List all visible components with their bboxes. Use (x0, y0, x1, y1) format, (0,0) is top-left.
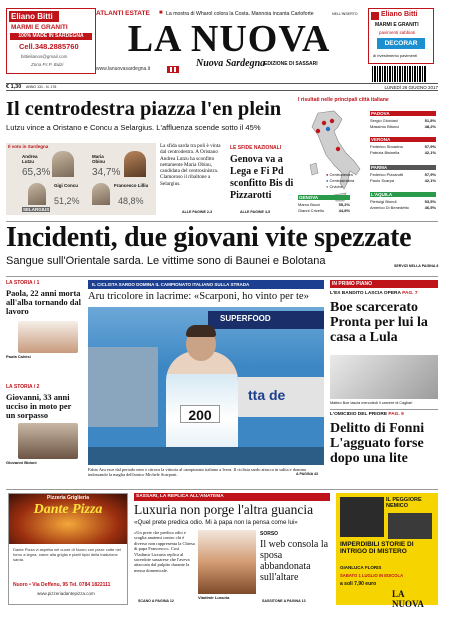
story-tag: L'OMICIDIO DEL PRIORE PAG. 9 (330, 412, 404, 417)
city-result-genova (298, 195, 350, 217)
right-column (330, 280, 438, 480)
flag-icon (167, 66, 179, 73)
candidate-row: Americo Di Benedetto 46,5% (370, 205, 436, 210)
candidate-name: Gigi Concu (54, 183, 78, 188)
city-result-laquila (370, 192, 436, 214)
candidate-row: Marco Bucci 55,2% (298, 202, 350, 207)
ad-right-line2: pavimenti sabbiati (379, 30, 416, 35)
sorso-title[interactable]: Il web consola la sposa abbandonata sull'altare (260, 539, 329, 583)
luxuria-body: «Un prete che predica odio e scaglia anatemi contro chi è diverso non rappresenta la Chiesa di papa Francesco». Così Vladimir Luxuria replica al sacerdote sassarese che l'aveva attaccata dal pulpito durante la messa domenicale. (134, 530, 195, 573)
city-result-padova (370, 111, 436, 133)
fonni-title[interactable]: Delitto di Fonni L'agguato forse dopo una lite (330, 421, 425, 466)
legend-item: ● Centrosinistra (326, 178, 355, 183)
candidate-row: Sergio Giordani 51,8% (370, 118, 436, 123)
candidate-photo (28, 183, 46, 205)
candidate-name: Francesco Lilliu (114, 183, 149, 188)
photo-banner-text: SUPERFOOD (220, 314, 271, 323)
top-bar-link: NELL'INSERTO (332, 12, 358, 16)
lead-page-ref[interactable]: ALLE PAGINE 2-3 (182, 210, 213, 214)
ad-right-name: Eliano Bitti (381, 11, 418, 18)
photo-ground (88, 447, 324, 465)
candidate-photo (92, 183, 110, 205)
candidate-row: Massimo Bitonci 48,2% (370, 124, 436, 129)
italy-map-icon (304, 109, 364, 205)
divider (6, 489, 438, 490)
candidate-name: Andrea Lutzu (22, 154, 38, 164)
city-name: PADOVA (370, 111, 436, 116)
boe-caption: Matteo Boe lascia mercoledì il carcere di Cagliari (330, 401, 413, 405)
ad-right-button[interactable]: DECORAR (377, 38, 425, 49)
ad-left-email: bittielianos@gmail.com (21, 54, 68, 59)
photo-building (88, 347, 158, 427)
ad-left-phone: Cell.348.2885760 (19, 42, 79, 51)
city-name: PARMA (370, 165, 436, 170)
candidate-row: Gianni Crivello 44,8% (298, 208, 350, 213)
ad-right-logo-icon (371, 12, 379, 20)
story1-title[interactable]: Paola, 22 anni morta all'alba tornando dal lavoro (6, 289, 81, 316)
luxuria-photo (198, 530, 256, 594)
story2-label: LA STORIA / 2 (6, 384, 40, 390)
divider (330, 409, 438, 410)
top-bar-label: ATLANTI ESTATE (96, 10, 150, 17)
sport-banner: IL CICLISTA SARDO DOMINA IL CAMPIONATO ITALIANO SULLA STRADA (88, 280, 324, 289)
ad-pizza-brand: Dante Pizza (33, 502, 103, 517)
voto-box (6, 143, 156, 215)
city-name: VERONA (370, 137, 436, 142)
ad-left-place: Zona P.I.P. Bulzi (31, 62, 64, 67)
ad-book-cover2 (388, 513, 432, 539)
story1-label: LA STORIA / 1 (6, 280, 40, 286)
ad-left-name: Eliano Bitti (9, 11, 59, 22)
aru-photo (88, 307, 324, 465)
ad-left-line1: MARMI E GRANITI (11, 24, 68, 31)
story2-caption: Giovanni Bidoni (6, 460, 37, 465)
ad-right-line3: di rivestimento pavimenti (373, 53, 418, 58)
city-name: L'AQUILA (370, 192, 436, 197)
luxuria-banner: SASSARI, LA REPLICA ALL'ANATEMA (134, 493, 330, 501)
photo-finish-text: tta de (248, 387, 286, 403)
candidate-row: Federico Pizzarotti 57,9% (370, 172, 436, 177)
city-result-parma (370, 165, 436, 187)
ad-book-tagline: IMPERDIBILI STORIE DI INTRIGO DI MISTERO (340, 541, 414, 555)
candidate-pct: 65,3% (22, 167, 51, 178)
sfide-label: LE SFIDE NAZIONALI (230, 145, 282, 151)
legend-item: ● Centrodestra (326, 172, 353, 177)
date: LUNEDÌ 26 GIUGNO 2017 (384, 85, 438, 90)
masthead-title: LA NUOVA (127, 18, 331, 60)
cyclist-hair (186, 325, 216, 337)
voto-label: Il voto in Sardegna (8, 144, 49, 149)
place-label: SELARGIUS (23, 207, 50, 212)
candidate-row: Patrizia Bisinella 42,1% (370, 150, 436, 155)
lead-headline[interactable]: Il centrodestra piazza l'en plein (6, 98, 282, 120)
primo-piano-label: IN PRIMO PIANO (330, 280, 438, 288)
ad-book-date: SABATO 1 LUGLIO IN EDICOLA (340, 573, 404, 578)
ad-book-title: IL PEGGIORE NEMICO (386, 497, 422, 509)
luxuria-caption: Vladimir Luxuria (198, 595, 230, 600)
city-result-verona (370, 137, 436, 159)
ad-left-line2: 100% MADE IN SARDEGNA (10, 33, 92, 40)
ad-right-line1: MARMI E GRANITI (375, 22, 419, 28)
ad-pizza-text: Dante Pizza vi aspetta nel cuore di Nuoro con pizze cotte nel forno a legna, carne alla griglia e piatti tipici della tradizione sarda. (13, 547, 121, 562)
price: € 1,30 (6, 84, 22, 90)
luxuria-subtitle: «Quel prete predica odio. Mi à papa non la pensa come lui» (134, 519, 298, 526)
candidate-photo (52, 151, 74, 177)
top-bar-text: La mostra di Wharol colora la Costa. Mannoia incanta Carloforte (166, 11, 314, 17)
divider (6, 276, 438, 277)
sorso-ref[interactable]: SASSITONE A PAGINA 13 (262, 599, 306, 603)
boe-photo (330, 355, 438, 399)
boe-title[interactable]: Boe scarcerato Pronta per lui la casa a Lula (330, 300, 428, 345)
main-subheadline: Sangue sull'Orientale sarda. Le vittime sono di Baunei e Bolotana (6, 255, 326, 267)
ad-right[interactable] (368, 8, 434, 64)
ad-pizza-site[interactable]: www.pizzeriadantepizza.com (37, 591, 95, 596)
info-bar (6, 83, 438, 91)
ad-book-author: GIANLUCA FLORIS (340, 565, 382, 570)
ad-book-cover (340, 497, 384, 537)
masthead-edition: EDIZIONE DI SASSARI (264, 61, 318, 67)
candidate-photo (124, 151, 146, 177)
barcode (372, 66, 426, 82)
luxuria-section (134, 493, 330, 605)
candidate-row: Paolo Scarpa 42,1% (370, 178, 436, 183)
masthead-subtitle: Nuova Sardegna (196, 58, 266, 69)
candidate-row: Pierluigi Biondi 53,5% (370, 199, 436, 204)
main-headline[interactable]: Incidenti, due giovani vite spezzate (6, 222, 412, 253)
ad-pizza-name: Pizzeria Griglieria (47, 495, 89, 501)
luxuria-ref[interactable]: SCANO A PAGINA 12 (138, 599, 174, 603)
candidate-row: Federico Sboarina 57,9% (370, 144, 436, 149)
candidate-pct: 48,8% (118, 196, 144, 206)
luxuria-title[interactable]: Luxuria non porge l'altra guancia (134, 502, 314, 517)
sport-caption: Fabio Aru esce dal periodo nero e ritrova la vittoria al campionato italiano a Ivrea. Il ciclista sardo attacca in salita e domina indossando la maglia dell'amico Michele Scarponi. (88, 467, 306, 478)
lead-body: La sfida sarda tra poli è vinta dal centrodestra. A Oristano Andrea Lutzu ha sconfitto nettamente Maria Obinu, candidata del centrosinistra. Clamoroso il ribaltone a Selargius. (160, 143, 221, 187)
sport-ref[interactable]: A PAGINA 43 (296, 472, 319, 476)
results-title: I risultati nelle principali città italiane (298, 97, 389, 103)
sport-section (88, 280, 324, 480)
legend-item: ● Civiche (326, 184, 343, 189)
story2-photo (18, 423, 78, 459)
story2-title[interactable]: Giovanni, 33 anni ucciso in moto per un sorpasso (6, 393, 72, 420)
candidate-pct: 51,2% (54, 196, 80, 206)
masthead-website[interactable]: www.lanuovasardegna.it (96, 66, 151, 72)
race-number: 200 (180, 405, 220, 423)
story-tag: L'EX BANDITO LASCIA OPERA PAG. 7 (330, 291, 418, 296)
sfide-ref[interactable]: ALLE PAGINE 4-5 (240, 210, 271, 214)
ad-pizza-address: Nuoro • Via Deffenu, 95 Tel. 0784 1822111 (13, 582, 111, 588)
sorso-tag: SORSO (260, 531, 279, 537)
city-name: GENOVA (298, 195, 350, 200)
ad-book-logo: LA NUOVA (392, 589, 424, 609)
top-bar-arrow-icon: ■ (159, 10, 163, 16)
story1-photo (18, 321, 78, 353)
sport-title[interactable]: Aru tricolore in lacrime: «Scarponi, ho vinto per te» (88, 291, 309, 302)
sfide-text[interactable]: Genova va a Lega e Fi Pd sconfitto Bis di Pizzarotti (230, 154, 294, 201)
issue-info: ANNO 131 - N. 176 (26, 85, 57, 89)
ad-book-price: a soli 7,90 euro (340, 581, 377, 587)
main-ref[interactable]: SERVIZI NELLA PAGINA 8 (394, 264, 439, 268)
ad-book[interactable] (336, 493, 438, 609)
results-panel (298, 97, 438, 217)
ad-pizza[interactable] (8, 493, 128, 605)
story1-caption: Paola Calvisi (6, 354, 31, 359)
candidate-name: Maria Obinu (92, 154, 105, 164)
left-column (6, 280, 82, 480)
ad-left[interactable] (6, 8, 96, 74)
lead-subheadline: Lutzu vince a Oristano e Concu a Selargius. L'affluenza scende sotto il 45% (6, 123, 261, 132)
candidate-pct: 34,7% (92, 167, 121, 178)
